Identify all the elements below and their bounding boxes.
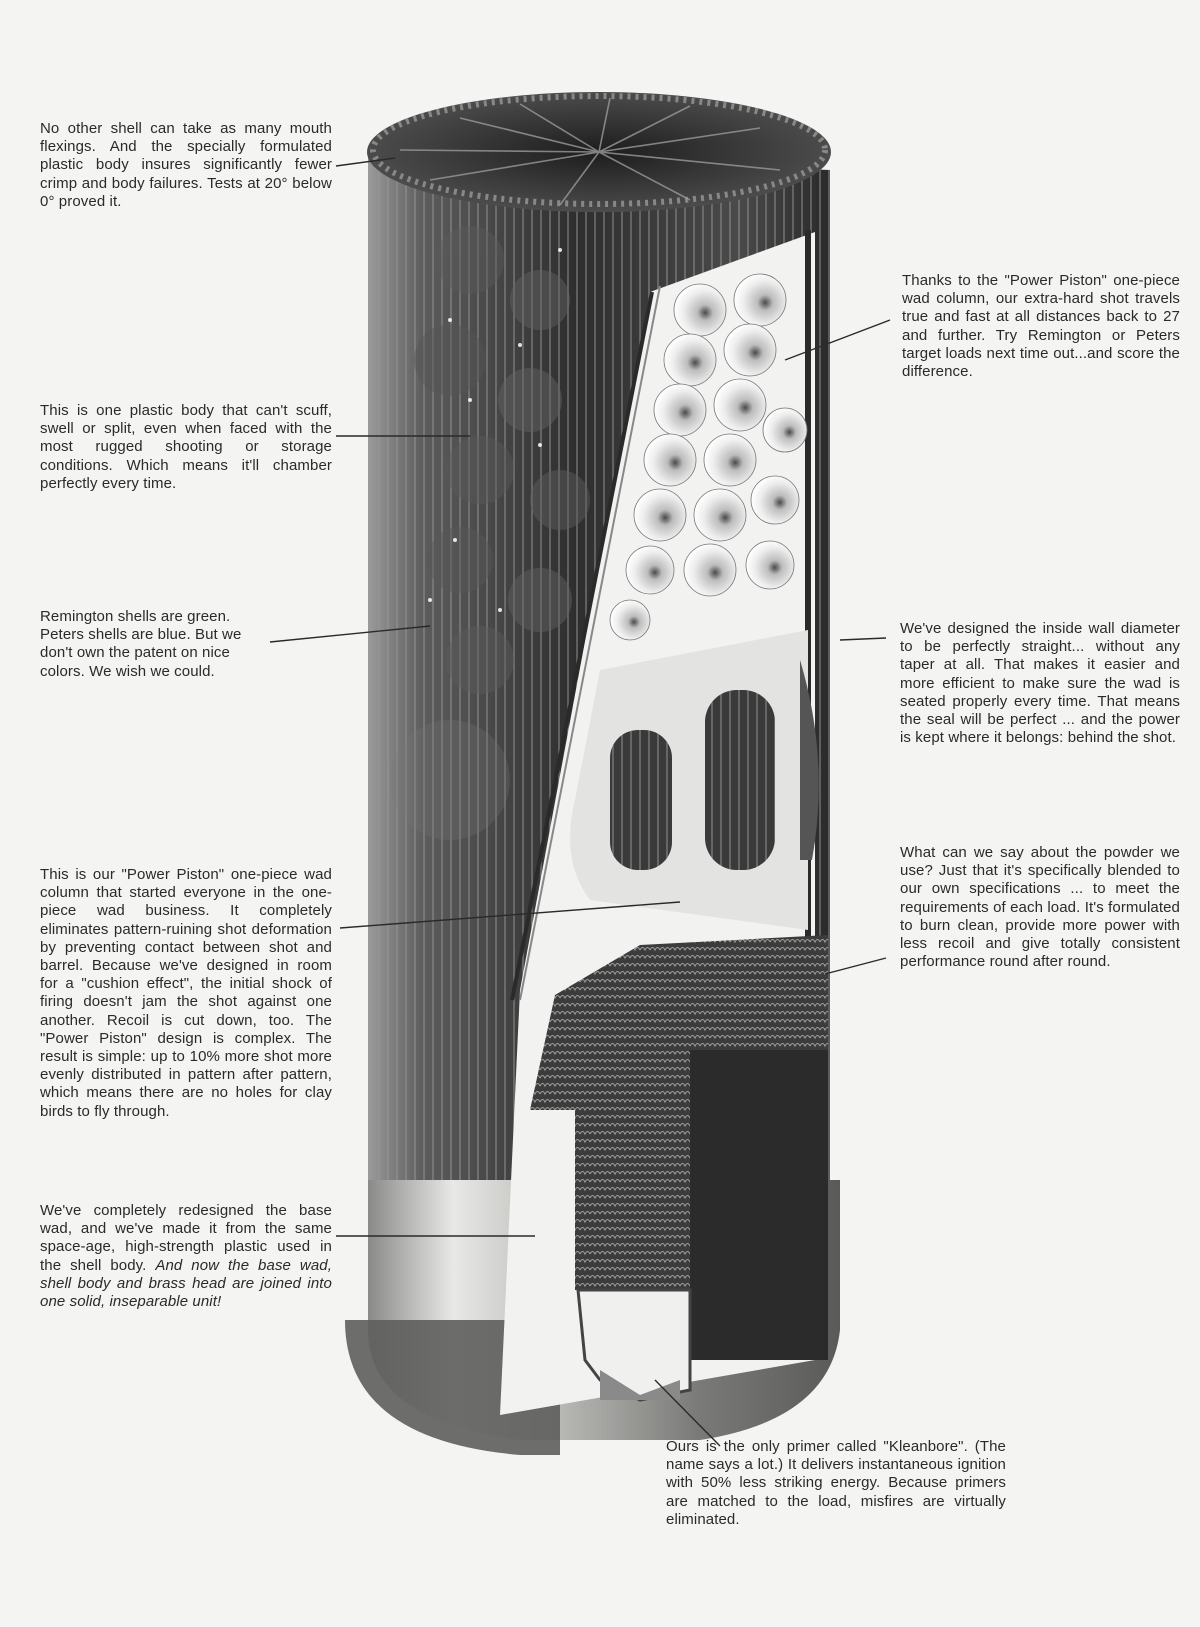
callout-shot: Thanks to the "Power Piston" one-piece wad column, our extra-hard shot travels true and fast at all distances back to 27 and further. Try Remington or Peters target loads next time out...and score the difference. bbox=[902, 272, 1180, 381]
callout-plastic-body: This is one plastic body that can't scuff, swell or split, even when faced with the most rugged shooting or storage conditions. Which means it'll chamber perfectly every time. bbox=[40, 402, 332, 492]
base-wad-text: We've completely redesigned the base wad, and we've made it from the same space-age, high-strength plastic used in the shell body. bbox=[40, 1202, 332, 1274]
base-wad-italic-text: And now the base wad, shell body and brass head are joined into one solid, inseparable unit! bbox=[40, 1256, 332, 1311]
callout-inside-wall: We've designed the inside wall diameter to be perfectly straight... without any taper at all. That makes it easier and more efficient to make sure the wad is seated properly every time. That means the seal will be perfect ... and the power is kept where it belongs: behind the shot. bbox=[900, 620, 1180, 747]
callout-colors: Remington shells are green. Peters shells are blue. But we don't own the patent on nice colors. We wish we could. bbox=[40, 608, 242, 680]
callout-powder: What can we say about the powder we use? Just that it's specifically blended to our own specifications ... to meet the requirements of each load. It's formulated to burn clean, provide more power with less recoil and give totally consistent performance round after round. bbox=[900, 844, 1180, 971]
callout-crimp: No other shell can take as many mouth flexings. And the specially formulated plastic body insures significantly fewer crimp and body failures. Tests at 20° below 0° proved it. bbox=[40, 120, 332, 210]
callout-base-wad bbox=[40, 1202, 332, 1311]
callout-power-piston-wad: This is our "Power Piston" one-piece wad column that started everyone in the one-piece wad business. It completely eliminates pattern-ruining shot deformation by preventing contact between shot and barrel. Because we've designed in room for a "cushion effect", the initial shock of firing doesn't jam the shot against one another. Recoil is cut down, too. The "Power Piston" design is complex. The result is simple: up to 10% more shot more evenly distributed in pattern after pattern, which means there are no holes for clay birds to fly through. bbox=[40, 866, 332, 1120]
callout-primer: Ours is the only primer called "Kleanbore". (The name says a lot.) It delivers instantaneous ignition with 50% less striking energy. Because primers are matched to the load, misfires are virtually eliminated. bbox=[666, 1438, 1006, 1528]
